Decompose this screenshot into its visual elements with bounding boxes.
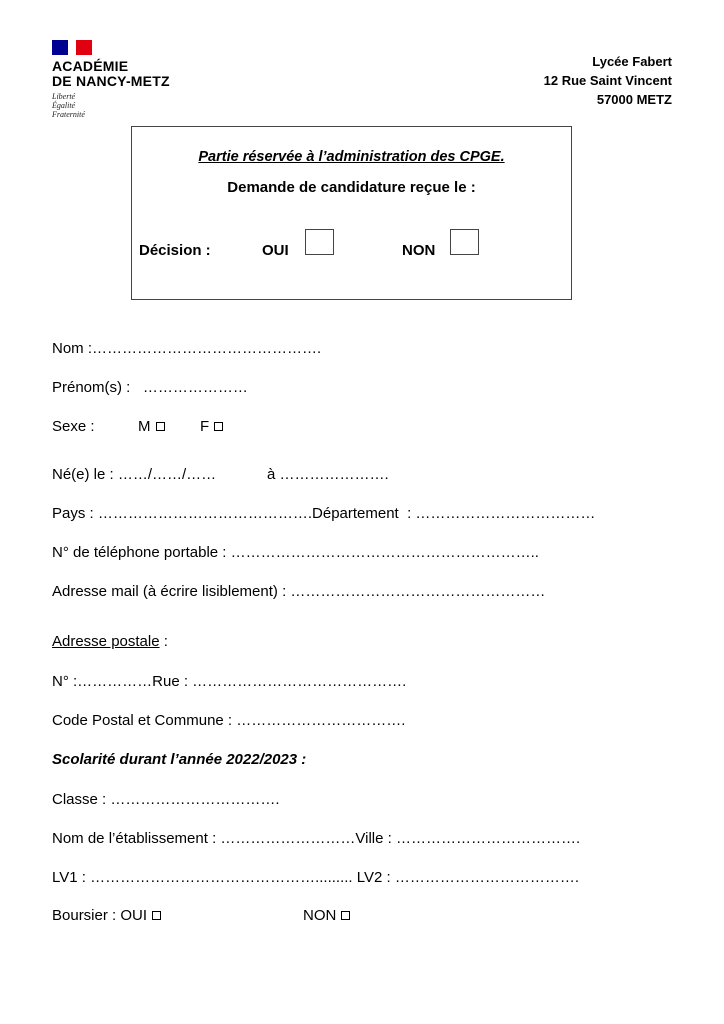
school-street: 12 Rue Saint Vincent bbox=[543, 73, 672, 88]
academie-logo bbox=[52, 40, 202, 119]
numero-rue-field[interactable]: N° :……………Rue : ……………………………………. bbox=[52, 673, 407, 690]
langues-field[interactable]: LV1 : ………………………………………......... LV2 : ………………………………. bbox=[52, 869, 579, 886]
adresse-heading bbox=[52, 633, 168, 650]
adresse-heading-text: Adresse postale bbox=[52, 633, 160, 650]
boursier-oui-option[interactable] bbox=[52, 907, 161, 924]
logo-name-line2: DE NANCY-METZ bbox=[52, 73, 170, 89]
boursier-non-label: NON bbox=[303, 907, 337, 924]
sexe-m-checkbox-icon[interactable] bbox=[156, 422, 165, 431]
motto-fraternite: Fraternité bbox=[52, 110, 85, 119]
prenom-field[interactable]: Prénom(s) : ………………… bbox=[52, 379, 248, 396]
scolarite-heading: Scolarité durant l’année 2022/2023 : bbox=[52, 751, 307, 768]
school-city: 57000 METZ bbox=[596, 92, 672, 107]
telephone-field[interactable]: N° de téléphone portable : …………………………………………………….. bbox=[52, 544, 539, 561]
admin-reserved-box bbox=[131, 126, 572, 300]
logo-name-line1: ACADÉMIE bbox=[52, 58, 129, 74]
nom-field[interactable]: Nom :………………………………………. bbox=[52, 340, 322, 357]
decision-oui-label: OUI bbox=[262, 242, 289, 259]
naissance-row bbox=[52, 466, 452, 486]
code-postal-field[interactable]: Code Postal et Commune : ……………………………. bbox=[52, 712, 406, 729]
sexe-m-option[interactable] bbox=[138, 418, 165, 435]
admin-received-label: Demande de candidature reçue le : bbox=[227, 179, 476, 196]
sexe-row bbox=[52, 418, 352, 438]
decision-non-checkbox[interactable] bbox=[450, 229, 479, 255]
etablissement-ville-field[interactable]: Nom de l’établissement : ………………………Ville : ………………………………. bbox=[52, 830, 581, 847]
classe-field[interactable]: Classe : ……………………………. bbox=[52, 791, 280, 808]
boursier-oui-label: Boursier : OUI bbox=[52, 907, 148, 924]
admin-title: Partie réservée à l’administration des CPGE. bbox=[198, 149, 505, 165]
sexe-label: Sexe : bbox=[52, 418, 95, 435]
school-address bbox=[544, 52, 672, 109]
ne-a-field[interactable]: à …………………. bbox=[267, 466, 389, 483]
boursier-row bbox=[52, 907, 452, 927]
motto-liberte: Liberté bbox=[52, 92, 76, 101]
decision-oui-checkbox[interactable] bbox=[305, 229, 334, 255]
pays-departement-field[interactable]: Pays : …………………………………….Département : ……………………………… bbox=[52, 505, 596, 522]
sexe-m-label: M bbox=[138, 418, 151, 435]
decision-non-label: NON bbox=[402, 242, 436, 259]
boursier-non-option[interactable] bbox=[303, 907, 350, 924]
adresse-heading-colon: : bbox=[159, 633, 168, 650]
marianne-flag-icon bbox=[52, 40, 92, 55]
sexe-f-checkbox-icon[interactable] bbox=[214, 422, 223, 431]
boursier-oui-checkbox-icon[interactable] bbox=[152, 911, 161, 920]
sexe-f-label: F bbox=[200, 418, 210, 435]
motto-egalite: Égalité bbox=[52, 101, 76, 110]
ne-le-field[interactable]: Né(e) le : ……/……/…… bbox=[52, 466, 217, 483]
email-field[interactable]: Adresse mail (à écrire lisiblement) : …………………………………………… bbox=[52, 583, 546, 600]
boursier-non-checkbox-icon[interactable] bbox=[341, 911, 350, 920]
school-name: Lycée Fabert bbox=[592, 54, 672, 69]
decision-label: Décision : bbox=[139, 242, 211, 259]
sexe-f-option[interactable] bbox=[200, 418, 223, 435]
